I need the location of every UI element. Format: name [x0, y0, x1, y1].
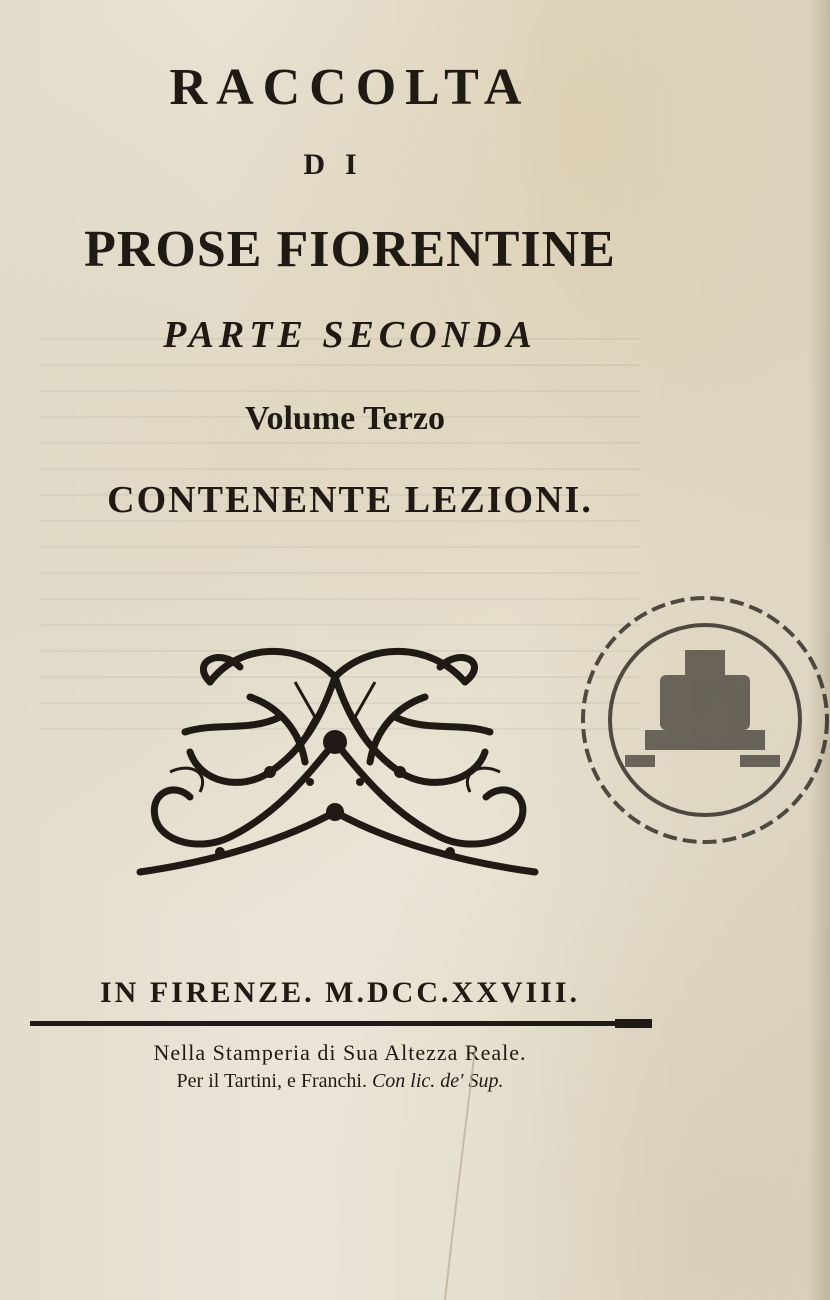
imprint-place-date: IN FIRENZE. M.DCC.XXVIII.	[99, 976, 581, 1009]
title-di: DI	[303, 148, 377, 181]
volume-heading: Volume Terzo	[245, 400, 445, 437]
contents-heading: CONTENENTE LEZIONI.	[107, 479, 593, 521]
publisher-line	[0, 1070, 680, 1093]
imprint-rule	[30, 1018, 652, 1030]
title-sub: PROSE FIORENTINE	[84, 221, 616, 278]
printer-ornament-icon	[130, 622, 550, 902]
title-main: RACCOLTA	[169, 59, 531, 116]
printer-line: Nella Stamperia di Sua Altezza Reale.	[153, 1040, 527, 1065]
paper-crease	[430, 1050, 490, 1300]
part-heading: PARTE SECONDA	[163, 314, 537, 356]
publisher-name: Per il Tartini, e Franchi.	[176, 1070, 367, 1092]
license-note: Con lic. de' Sup.	[371, 1070, 504, 1092]
library-stamp-icon	[565, 580, 830, 860]
